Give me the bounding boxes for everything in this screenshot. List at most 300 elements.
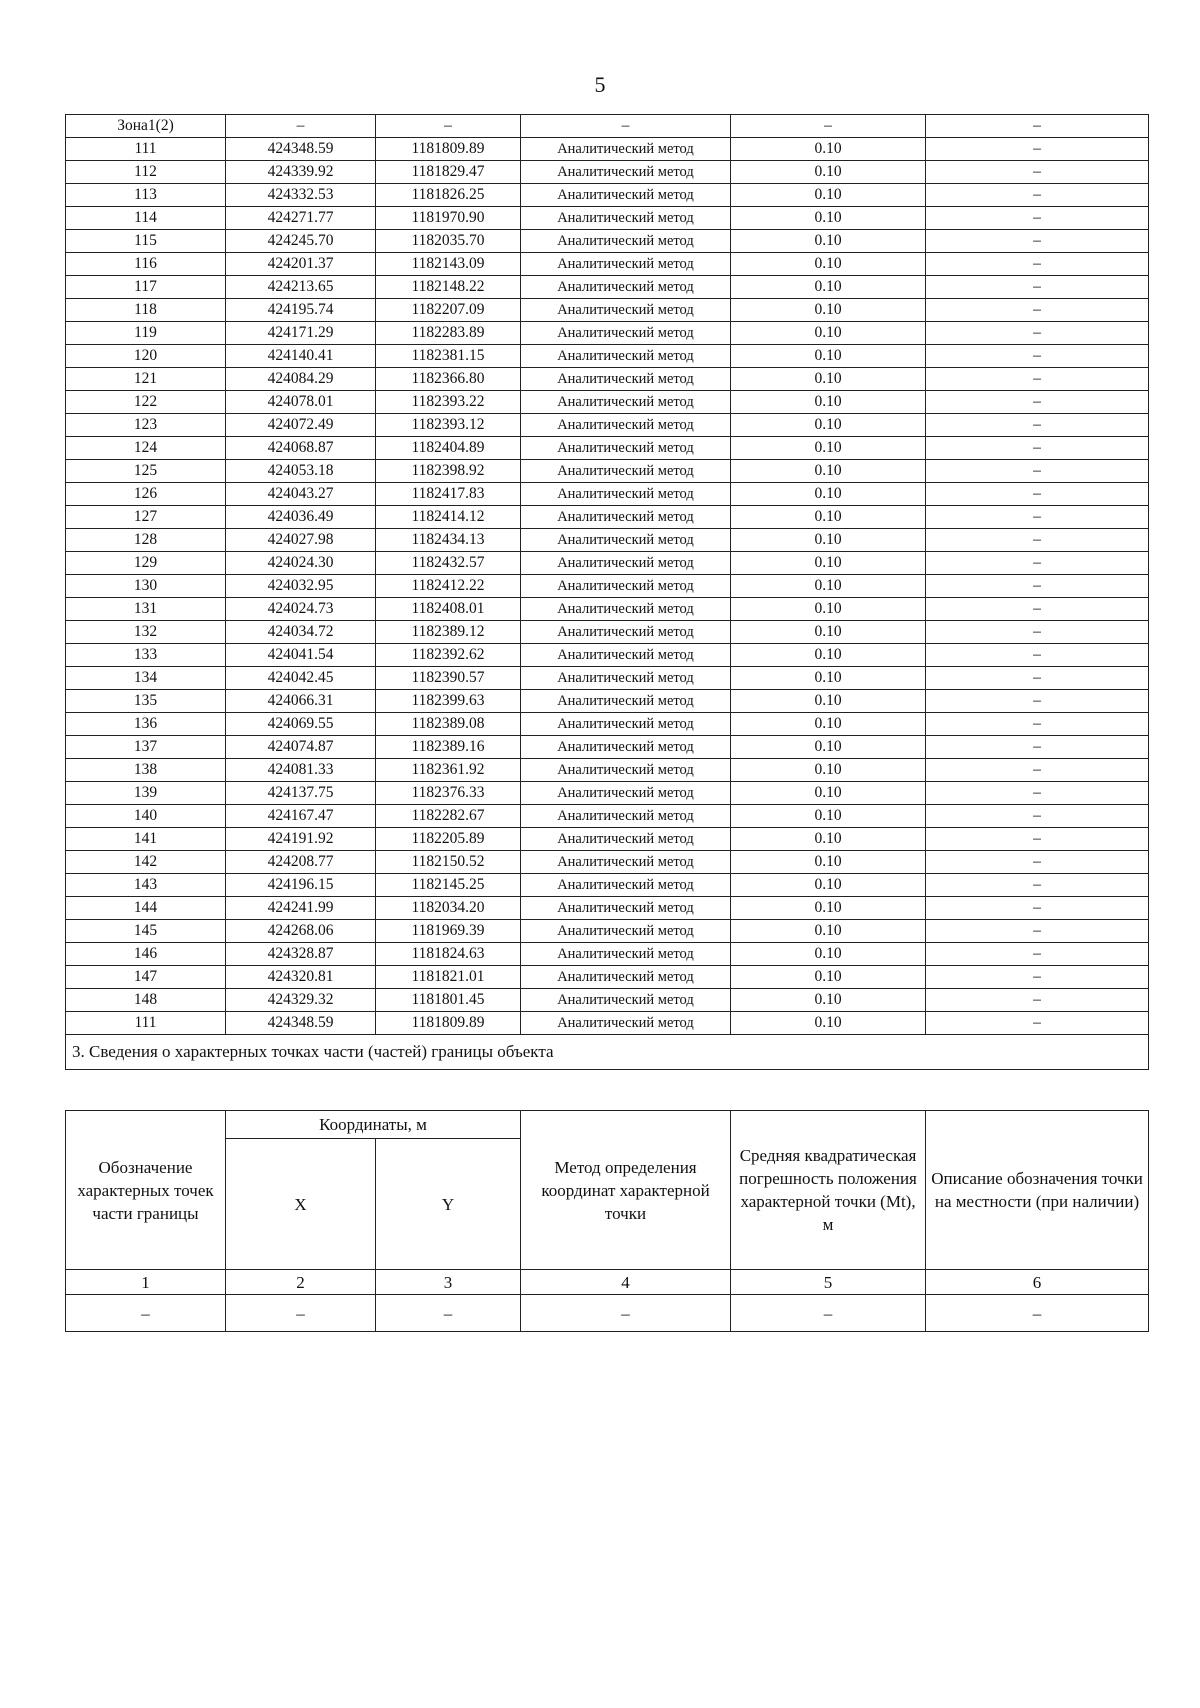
point-number: 119 [66, 322, 226, 345]
coord-y: 1182432.57 [376, 552, 521, 575]
table-row [66, 253, 1149, 276]
coord-x: 424137.75 [226, 782, 376, 805]
error-value: 0.10 [731, 690, 926, 713]
coord-x: 424072.49 [226, 414, 376, 437]
table-row [66, 207, 1149, 230]
coord-x: 424213.65 [226, 276, 376, 299]
page-number: 5 [594, 72, 606, 97]
method: Аналитический метод [521, 322, 731, 345]
coord-y: 1182417.83 [376, 483, 521, 506]
table-row [66, 598, 1149, 621]
error-value: 0.10 [731, 460, 926, 483]
method: Аналитический метод [521, 552, 731, 575]
coord-y: 1182148.22 [376, 276, 521, 299]
coord-y: 1182390.57 [376, 667, 521, 690]
description: – [926, 368, 1149, 391]
error-value: 0.10 [731, 506, 926, 529]
description: – [926, 667, 1149, 690]
coord-x: 424245.70 [226, 230, 376, 253]
point-number: 111 [66, 138, 226, 161]
method: Аналитический метод [521, 782, 731, 805]
error-value: 0.10 [731, 437, 926, 460]
description: – [926, 437, 1149, 460]
error-value: 0.10 [731, 966, 926, 989]
description: – [926, 276, 1149, 299]
point-number: 123 [66, 414, 226, 437]
table-row [66, 414, 1149, 437]
point-number: 148 [66, 989, 226, 1012]
coord-y: 1182393.12 [376, 414, 521, 437]
zone-cell: – [226, 115, 376, 138]
description: – [926, 138, 1149, 161]
table-row [66, 391, 1149, 414]
error-value: 0.10 [731, 299, 926, 322]
coord-x: 424043.27 [226, 483, 376, 506]
error-value: 0.10 [731, 920, 926, 943]
coord-y: 1182389.08 [376, 713, 521, 736]
description: – [926, 483, 1149, 506]
empty-cell: – [731, 1295, 926, 1332]
coord-y: 1182145.25 [376, 874, 521, 897]
description: – [926, 414, 1149, 437]
coord-y: 1182205.89 [376, 828, 521, 851]
table-row [66, 851, 1149, 874]
error-value: 0.10 [731, 874, 926, 897]
description: – [926, 621, 1149, 644]
point-number: 120 [66, 345, 226, 368]
coord-x: 424268.06 [226, 920, 376, 943]
coord-y: 1182398.92 [376, 460, 521, 483]
method: Аналитический метод [521, 989, 731, 1012]
description: – [926, 782, 1149, 805]
section-3-title: 3. Сведения о характерных точках части (частей) границы объекта [66, 1035, 1149, 1070]
point-number: 135 [66, 690, 226, 713]
method: Аналитический метод [521, 184, 731, 207]
method: Аналитический метод [521, 414, 731, 437]
point-number: 134 [66, 667, 226, 690]
point-number: 137 [66, 736, 226, 759]
method: Аналитический метод [521, 299, 731, 322]
error-value: 0.10 [731, 161, 926, 184]
coord-y: 1182150.52 [376, 851, 521, 874]
point-number: 115 [66, 230, 226, 253]
error-value: 0.10 [731, 529, 926, 552]
point-number: 128 [66, 529, 226, 552]
description: – [926, 851, 1149, 874]
coord-y: 1182366.80 [376, 368, 521, 391]
coord-x: 424036.49 [226, 506, 376, 529]
table-row [66, 966, 1149, 989]
description: – [926, 966, 1149, 989]
point-number: 138 [66, 759, 226, 782]
description: – [926, 529, 1149, 552]
point-number: 126 [66, 483, 226, 506]
coord-x: 424332.53 [226, 184, 376, 207]
point-number: 117 [66, 276, 226, 299]
description: – [926, 874, 1149, 897]
description: – [926, 552, 1149, 575]
table-row [66, 644, 1149, 667]
coord-y: 1181801.45 [376, 989, 521, 1012]
point-number: 125 [66, 460, 226, 483]
coord-y: 1181829.47 [376, 161, 521, 184]
point-number: 133 [66, 644, 226, 667]
header-row [66, 1111, 1149, 1139]
description: – [926, 460, 1149, 483]
column-number: 6 [926, 1270, 1149, 1295]
zone-label: Зона1(2) [66, 115, 226, 138]
table-row [66, 506, 1149, 529]
coord-x: 424041.54 [226, 644, 376, 667]
empty-cell: – [926, 1295, 1149, 1332]
point-number: 113 [66, 184, 226, 207]
coord-x: 424339.92 [226, 161, 376, 184]
coord-x: 424034.72 [226, 621, 376, 644]
error-value: 0.10 [731, 368, 926, 391]
error-value: 0.10 [731, 621, 926, 644]
description: – [926, 943, 1149, 966]
coord-x: 424271.77 [226, 207, 376, 230]
error-value: 0.10 [731, 943, 926, 966]
coord-x: 424196.15 [226, 874, 376, 897]
column-number-row [66, 1270, 1149, 1295]
point-number: 140 [66, 805, 226, 828]
error-value: 0.10 [731, 414, 926, 437]
method: Аналитический метод [521, 966, 731, 989]
point-number: 131 [66, 598, 226, 621]
empty-cell: – [66, 1295, 226, 1332]
coord-x: 424195.74 [226, 299, 376, 322]
method: Аналитический метод [521, 920, 731, 943]
error-value: 0.10 [731, 276, 926, 299]
point-number: 143 [66, 874, 226, 897]
coord-y: 1181809.89 [376, 1012, 521, 1035]
table-row [66, 667, 1149, 690]
method: Аналитический метод [521, 161, 731, 184]
coord-y: 1181826.25 [376, 184, 521, 207]
point-number: 111 [66, 1012, 226, 1035]
error-value: 0.10 [731, 184, 926, 207]
coord-y: 1182412.22 [376, 575, 521, 598]
method: Аналитический метод [521, 460, 731, 483]
point-number: 121 [66, 368, 226, 391]
coord-y: 1181821.01 [376, 966, 521, 989]
table-row [66, 828, 1149, 851]
method: Аналитический метод [521, 368, 731, 391]
header-x: X [226, 1139, 376, 1270]
error-value: 0.10 [731, 828, 926, 851]
header-coordinates: Координаты, м [226, 1111, 521, 1139]
header-method: Метод определения координат характерной точки [521, 1111, 731, 1270]
coord-y: 1182389.12 [376, 621, 521, 644]
table-row [66, 368, 1149, 391]
error-value: 0.10 [731, 759, 926, 782]
method: Аналитический метод [521, 667, 731, 690]
part-boundary-points-table [65, 1110, 1149, 1332]
error-value: 0.10 [731, 253, 926, 276]
coord-y: 1182434.13 [376, 529, 521, 552]
table-row [66, 322, 1149, 345]
coord-y: 1181809.89 [376, 138, 521, 161]
coord-x: 424068.87 [226, 437, 376, 460]
description: – [926, 1012, 1149, 1035]
method: Аналитический метод [521, 506, 731, 529]
coord-x: 424024.73 [226, 598, 376, 621]
description: – [926, 322, 1149, 345]
coord-x: 424167.47 [226, 805, 376, 828]
description: – [926, 299, 1149, 322]
table-row [66, 1012, 1149, 1035]
error-value: 0.10 [731, 207, 926, 230]
method: Аналитический метод [521, 391, 731, 414]
coord-x: 424024.30 [226, 552, 376, 575]
error-value: 0.10 [731, 575, 926, 598]
point-number: 147 [66, 966, 226, 989]
table-row [66, 299, 1149, 322]
column-number: 5 [731, 1270, 926, 1295]
coord-x: 424053.18 [226, 460, 376, 483]
coord-x: 424320.81 [226, 966, 376, 989]
description: – [926, 805, 1149, 828]
point-number: 122 [66, 391, 226, 414]
error-value: 0.10 [731, 851, 926, 874]
empty-cell: – [376, 1295, 521, 1332]
zone-cell: – [376, 115, 521, 138]
method: Аналитический метод [521, 345, 731, 368]
header-designation: Обозначение характерных точек части границы [66, 1111, 226, 1270]
section-3-title-row [66, 1035, 1149, 1070]
point-number: 136 [66, 713, 226, 736]
column-number: 2 [226, 1270, 376, 1295]
description: – [926, 736, 1149, 759]
table-row [66, 759, 1149, 782]
description: – [926, 759, 1149, 782]
column-number: 4 [521, 1270, 731, 1295]
error-value: 0.10 [731, 322, 926, 345]
coord-x: 424027.98 [226, 529, 376, 552]
zone-cell: – [731, 115, 926, 138]
table-row [66, 276, 1149, 299]
error-value: 0.10 [731, 644, 926, 667]
error-value: 0.10 [731, 736, 926, 759]
coord-x: 424328.87 [226, 943, 376, 966]
table-row [66, 184, 1149, 207]
coord-y: 1182399.63 [376, 690, 521, 713]
zone-row [66, 115, 1149, 138]
header-error: Средняя квадратическая погрешность положения характерной точки (Мt), м [731, 1111, 926, 1270]
point-number: 141 [66, 828, 226, 851]
point-number: 116 [66, 253, 226, 276]
coord-x: 424171.29 [226, 322, 376, 345]
method: Аналитический метод [521, 874, 731, 897]
point-number: 145 [66, 920, 226, 943]
description: – [926, 897, 1149, 920]
coord-y: 1182034.20 [376, 897, 521, 920]
error-value: 0.10 [731, 483, 926, 506]
method: Аналитический метод [521, 851, 731, 874]
description: – [926, 506, 1149, 529]
coord-x: 424069.55 [226, 713, 376, 736]
description: – [926, 690, 1149, 713]
table-row [66, 483, 1149, 506]
table-row [66, 713, 1149, 736]
description: – [926, 253, 1149, 276]
coord-y: 1182393.22 [376, 391, 521, 414]
point-number: 112 [66, 161, 226, 184]
point-number: 118 [66, 299, 226, 322]
table-row [66, 989, 1149, 1012]
method: Аналитический метод [521, 529, 731, 552]
error-value: 0.10 [731, 552, 926, 575]
empty-data-row [66, 1295, 1149, 1332]
table-row [66, 943, 1149, 966]
coord-x: 424074.87 [226, 736, 376, 759]
point-number: 142 [66, 851, 226, 874]
description: – [926, 598, 1149, 621]
point-number: 132 [66, 621, 226, 644]
error-value: 0.10 [731, 1012, 926, 1035]
description: – [926, 989, 1149, 1012]
error-value: 0.10 [731, 897, 926, 920]
method: Аналитический метод [521, 943, 731, 966]
boundary-points-table [65, 114, 1149, 1070]
zone-cell: – [521, 115, 731, 138]
coord-y: 1181969.39 [376, 920, 521, 943]
coord-x: 424081.33 [226, 759, 376, 782]
point-number: 146 [66, 943, 226, 966]
method: Аналитический метод [521, 690, 731, 713]
method: Аналитический метод [521, 230, 731, 253]
point-number: 124 [66, 437, 226, 460]
error-value: 0.10 [731, 391, 926, 414]
error-value: 0.10 [731, 989, 926, 1012]
coord-y: 1182283.89 [376, 322, 521, 345]
point-number: 114 [66, 207, 226, 230]
table-row [66, 782, 1149, 805]
error-value: 0.10 [731, 138, 926, 161]
description: – [926, 391, 1149, 414]
description: – [926, 207, 1149, 230]
table-row [66, 529, 1149, 552]
method: Аналитический метод [521, 598, 731, 621]
table-row [66, 161, 1149, 184]
description: – [926, 184, 1149, 207]
coord-y: 1182361.92 [376, 759, 521, 782]
description: – [926, 575, 1149, 598]
coord-x: 424032.95 [226, 575, 376, 598]
method: Аналитический метод [521, 207, 731, 230]
coord-y: 1181970.90 [376, 207, 521, 230]
error-value: 0.10 [731, 230, 926, 253]
coord-y: 1182389.16 [376, 736, 521, 759]
table-row [66, 805, 1149, 828]
description: – [926, 345, 1149, 368]
error-value: 0.10 [731, 713, 926, 736]
table-row [66, 345, 1149, 368]
coord-x: 424066.31 [226, 690, 376, 713]
description: – [926, 713, 1149, 736]
error-value: 0.10 [731, 782, 926, 805]
point-number: 129 [66, 552, 226, 575]
method: Аналитический метод [521, 276, 731, 299]
description: – [926, 230, 1149, 253]
column-number: 1 [66, 1270, 226, 1295]
error-value: 0.10 [731, 345, 926, 368]
point-number: 139 [66, 782, 226, 805]
coord-x: 424241.99 [226, 897, 376, 920]
table-row [66, 575, 1149, 598]
coord-x: 424042.45 [226, 667, 376, 690]
coord-y: 1182414.12 [376, 506, 521, 529]
method: Аналитический метод [521, 621, 731, 644]
coord-y: 1182408.01 [376, 598, 521, 621]
method: Аналитический метод [521, 805, 731, 828]
coord-x: 424348.59 [226, 138, 376, 161]
coord-y: 1182376.33 [376, 782, 521, 805]
method: Аналитический метод [521, 1012, 731, 1035]
coord-x: 424084.29 [226, 368, 376, 391]
method: Аналитический метод [521, 575, 731, 598]
point-number: 127 [66, 506, 226, 529]
header-y: Y [376, 1139, 521, 1270]
column-number: 3 [376, 1270, 521, 1295]
coord-x: 424208.77 [226, 851, 376, 874]
method: Аналитический метод [521, 759, 731, 782]
table-row [66, 437, 1149, 460]
coord-y: 1182381.15 [376, 345, 521, 368]
coord-x: 424140.41 [226, 345, 376, 368]
error-value: 0.10 [731, 667, 926, 690]
coord-x: 424078.01 [226, 391, 376, 414]
method: Аналитический метод [521, 138, 731, 161]
method: Аналитический метод [521, 897, 731, 920]
table-row [66, 897, 1149, 920]
point-number: 144 [66, 897, 226, 920]
method: Аналитический метод [521, 253, 731, 276]
coord-y: 1182392.62 [376, 644, 521, 667]
method: Аналитический метод [521, 483, 731, 506]
coord-y: 1182143.09 [376, 253, 521, 276]
coord-x: 424201.37 [226, 253, 376, 276]
empty-cell: – [521, 1295, 731, 1332]
method: Аналитический метод [521, 828, 731, 851]
description: – [926, 828, 1149, 851]
table-row [66, 736, 1149, 759]
empty-cell: – [226, 1295, 376, 1332]
coord-y: 1182207.09 [376, 299, 521, 322]
table-row [66, 621, 1149, 644]
table-row [66, 874, 1149, 897]
error-value: 0.10 [731, 598, 926, 621]
coord-y: 1182282.67 [376, 805, 521, 828]
zone-cell: – [926, 115, 1149, 138]
description: – [926, 161, 1149, 184]
point-number: 130 [66, 575, 226, 598]
coord-x: 424348.59 [226, 1012, 376, 1035]
table-row [66, 920, 1149, 943]
description: – [926, 644, 1149, 667]
header-description: Описание обозначения точки на местности (при наличии) [926, 1111, 1149, 1270]
coord-y: 1182404.89 [376, 437, 521, 460]
method: Аналитический метод [521, 713, 731, 736]
description: – [926, 920, 1149, 943]
table-row [66, 552, 1149, 575]
method: Аналитический метод [521, 736, 731, 759]
coord-x: 424329.32 [226, 989, 376, 1012]
error-value: 0.10 [731, 805, 926, 828]
method: Аналитический метод [521, 644, 731, 667]
coord-y: 1182035.70 [376, 230, 521, 253]
